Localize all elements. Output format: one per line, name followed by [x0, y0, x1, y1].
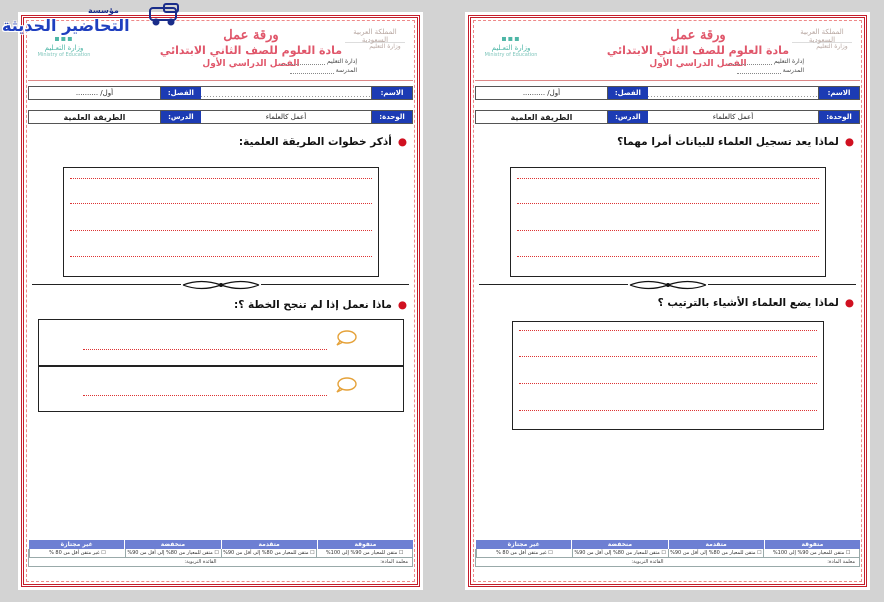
answer-box-1[interactable]: [63, 167, 379, 277]
term-line: الفصل الدراسي الأول: [202, 59, 300, 69]
question-2: ●لماذا يضع العلماء الأشياء بالترتيب ؟: [657, 297, 854, 309]
level-fail: غير مجتازة: [476, 540, 571, 549]
level-advanced: متقدمة: [669, 540, 764, 549]
class-label: الفصل:: [161, 87, 201, 99]
ministry-seal: وزارة التعليم: [816, 43, 848, 50]
supervisor-label: القائدة التربوية:: [631, 559, 664, 565]
question-1: ●أذكر خطوات الطريقة العلمية:: [238, 136, 407, 148]
question-2: ●ماذا نعمل إذا لم تنجح الخطة ؟:: [234, 299, 407, 311]
level-fail: غير مجتازة: [29, 540, 124, 549]
supervisor-label: القائدة التربوية:: [184, 559, 217, 565]
ornament-icon: [181, 280, 261, 290]
lesson-label: الدرس:: [608, 111, 648, 123]
unit-label: الوحدة:: [819, 111, 859, 123]
range-checkbox[interactable]: ☐ متقن للمعيار من 80% إلى أقل من 90%: [668, 549, 764, 557]
question-1: ●لماذا يعد تسجيل العلماء للبيانات أمرا مهما؟: [617, 136, 854, 148]
ornament-icon: [628, 280, 708, 290]
kingdom-crest: المملكة العربية السعودية: [792, 28, 852, 43]
speech-bubble-icon: [335, 377, 357, 393]
range-checkbox[interactable]: ☐ متقن للمعيار من 90% إلى 100%: [763, 549, 859, 557]
name-class-row: [28, 86, 413, 100]
name-class-row: [475, 86, 860, 100]
admin-field: إدارة التعليم: [281, 58, 357, 65]
answer-box-2b[interactable]: [38, 366, 404, 412]
unit-value: أعمل كالعلماء: [648, 111, 819, 123]
range-checkbox[interactable]: ☐ متقن للمعيار من 80% إلى أقل من 90%: [221, 549, 317, 557]
ministry-seal: وزارة التعليم: [369, 43, 401, 50]
section-divider: [32, 284, 409, 285]
unit-lesson-row: [28, 110, 413, 124]
worksheet-title: ورقة عمل: [223, 28, 279, 43]
answer-box-2[interactable]: [512, 321, 824, 430]
level-low: منخفضة: [125, 540, 220, 549]
speech-bubble-icon: [335, 330, 357, 346]
range-checkbox[interactable]: ☐ متقن للمعيار من 90% إلى 100%: [316, 549, 412, 557]
level-advanced: متقدمة: [222, 540, 317, 549]
unit-value: أعمل كالعلماء: [201, 111, 372, 123]
teacher-label: معلمة المادة:: [380, 559, 408, 565]
range-checkbox[interactable]: ☐ متقن للمعيار من 80% إلى أقل من 90%: [125, 549, 221, 557]
watermark-small-text: مؤسسة: [88, 6, 119, 15]
class-field[interactable]: أول/ ..........: [29, 87, 161, 99]
term-line: الفصل الدراسي الأول: [649, 59, 747, 69]
level-excellent: متفوقة: [318, 540, 413, 549]
watermark-big-text: التحاضير الحديثة: [2, 16, 130, 35]
bullet-icon: ●: [844, 297, 854, 309]
ministry-logo: ▪▪▪ وزارة التعـليم Ministry of Education: [37, 34, 91, 58]
class-label: الفصل:: [608, 87, 648, 99]
class-field[interactable]: أول/ ..........: [476, 87, 608, 99]
worksheet-title: ورقة عمل: [670, 28, 726, 43]
answer-box-2a[interactable]: [38, 319, 404, 366]
level-excellent: متفوقة: [765, 540, 860, 549]
assessment-footer: [28, 540, 413, 567]
name-field[interactable]: [201, 87, 372, 99]
bullet-icon: ●: [397, 299, 407, 311]
range-checkbox[interactable]: ☐ غير متقن أقل من 80 %: [29, 549, 125, 557]
unit-lesson-row: [475, 110, 860, 124]
section-divider: [479, 284, 856, 285]
school-field: المدرسة: [290, 67, 357, 74]
range-checkbox[interactable]: ☐ متقن للمعيار من 80% إلى أقل من 90%: [572, 549, 668, 557]
assessment-footer: [475, 540, 860, 567]
kingdom-crest: المملكة العربية السعودية: [345, 28, 405, 43]
range-checkbox[interactable]: ☐ غير متقن أقل من 80 %: [476, 549, 572, 557]
delivery-car-icon: [146, 2, 182, 28]
lesson-value: الطريقة العلمية: [29, 111, 161, 123]
name-label: الاسم:: [819, 87, 859, 99]
unit-label: الوحدة:: [372, 111, 412, 123]
level-low: منخفضة: [572, 540, 667, 549]
lesson-label: الدرس:: [161, 111, 201, 123]
subject-line: مادة العلوم للصف الثاني الابتدائي: [606, 44, 790, 57]
lesson-value: الطريقة العلمية: [476, 111, 608, 123]
worksheet-page-right: [465, 12, 870, 590]
bullet-icon: ●: [844, 136, 854, 148]
ministry-logo: ▪▪▪ وزارة التعـليم Ministry of Education: [484, 34, 538, 58]
teacher-label: معلمة المادة:: [827, 559, 855, 565]
admin-field: إدارة التعليم: [728, 58, 804, 65]
bullet-icon: ●: [397, 136, 407, 148]
name-field[interactable]: [648, 87, 819, 99]
worksheet-page-left: [18, 12, 423, 590]
subject-line: مادة العلوم للصف الثاني الابتدائي: [159, 44, 343, 57]
publisher-watermark: [0, 0, 185, 44]
answer-box-1[interactable]: [510, 167, 826, 277]
school-field: المدرسة: [737, 67, 804, 74]
name-label: الاسم:: [372, 87, 412, 99]
